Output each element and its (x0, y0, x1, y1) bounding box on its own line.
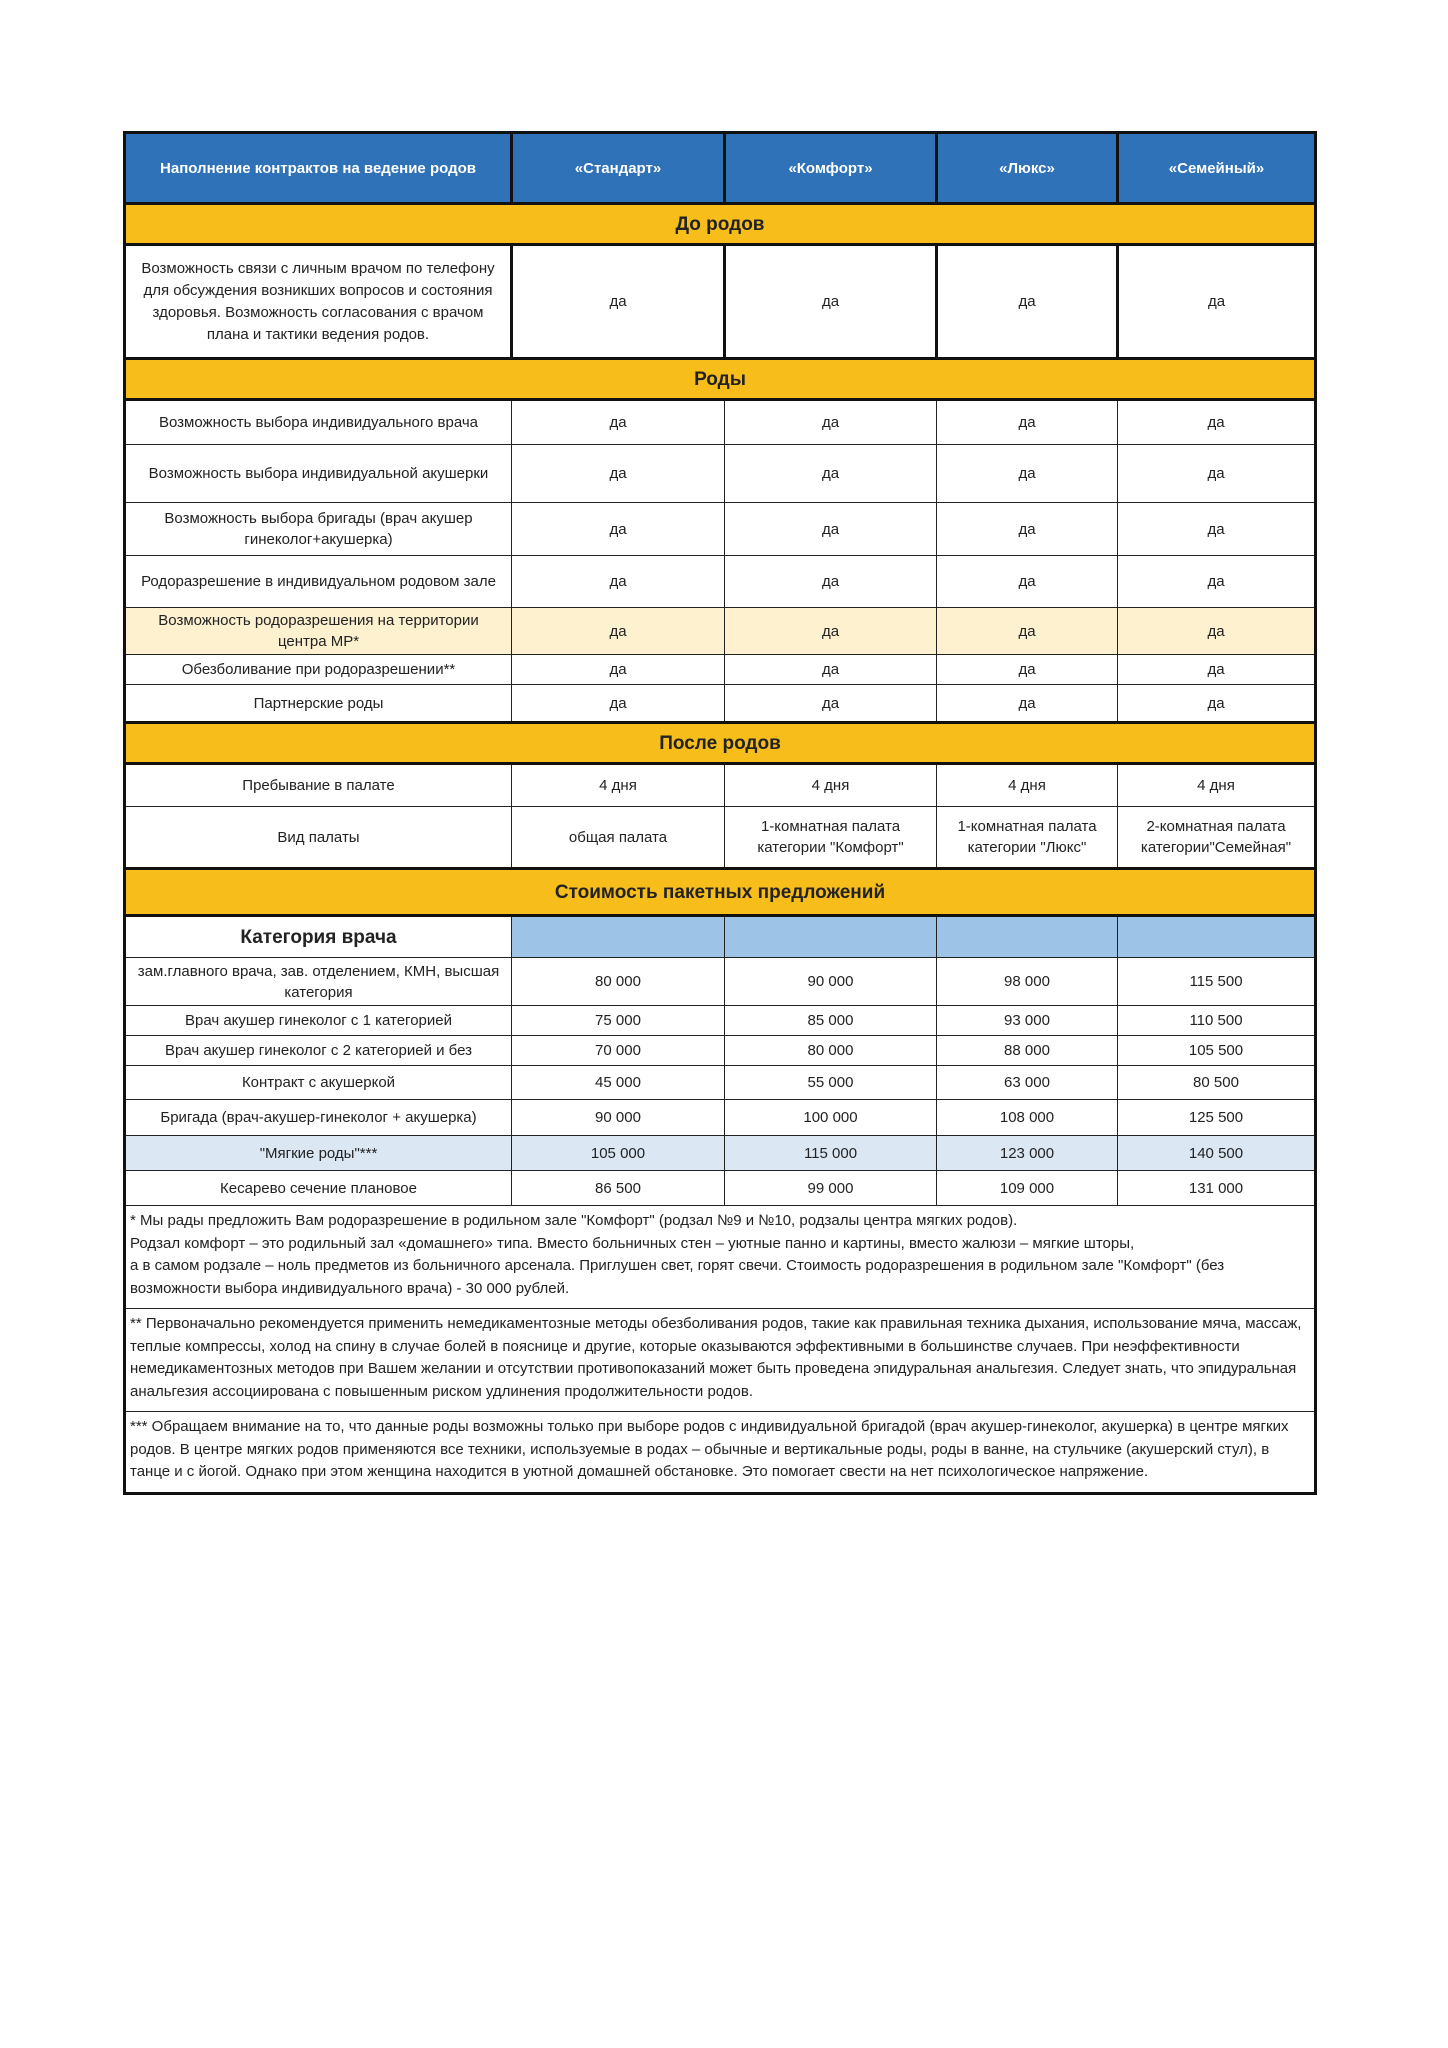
note-row (125, 1412, 1316, 1494)
cell-value: да (1118, 655, 1316, 685)
price-value: 55 000 (725, 1066, 937, 1100)
row-label: Врач акушер гинеколог с 1 категорией (125, 1006, 512, 1036)
cell-value: да (937, 685, 1118, 723)
cell-value: да (937, 503, 1118, 556)
price-value: 99 000 (725, 1171, 937, 1206)
cell-value: да (937, 608, 1118, 655)
row-label: Кесарево сечение плановое (125, 1171, 512, 1206)
cell-value: да (512, 445, 725, 503)
cell-value: да (512, 556, 725, 608)
cell-value: да (1118, 608, 1316, 655)
cell-value: да (725, 245, 937, 359)
price-value: 123 000 (937, 1136, 1118, 1171)
row-label: Возможность выбора бригады (врач акушер гинеколог+акушерка) (125, 503, 512, 556)
price-value: 105 000 (512, 1136, 725, 1171)
cell-value: да (937, 400, 1118, 445)
row-label: Возможность выбора индивидуальной акушерки (125, 445, 512, 503)
category-blue-cell (512, 916, 725, 958)
section-birth-title: Роды (125, 359, 1316, 400)
header-family: «Семейный» (1118, 133, 1316, 204)
table-row-highlighted (125, 608, 1316, 655)
header-comfort: «Комфорт» (725, 133, 937, 204)
section-row-pricing (125, 869, 1316, 916)
price-value: 108 000 (937, 1100, 1118, 1136)
section-row-birth (125, 359, 1316, 400)
price-row (125, 1066, 1316, 1100)
table-header-row (125, 133, 1316, 204)
cell-value: 4 дня (937, 764, 1118, 807)
price-row (125, 1036, 1316, 1066)
footnote-1 (125, 1206, 1316, 1309)
footnote-1-line: Родзал комфорт – это родильный зал «домашнего» типа. Вместо больничных стен – уютные панно и картины, вместо жалюзи – мягкие шторы, (130, 1234, 1135, 1252)
category-header-row (125, 916, 1316, 958)
price-value: 80 500 (1118, 1066, 1316, 1100)
price-value: 98 000 (937, 958, 1118, 1006)
cell-value: да (725, 503, 937, 556)
category-blue-cell (725, 916, 937, 958)
row-label: Партнерские роды (125, 685, 512, 723)
table-row (125, 764, 1316, 807)
row-label: Обезболивание при родоразрешении** (125, 655, 512, 685)
cell-value: 1-комнатная палата категории "Комфорт" (725, 807, 937, 869)
footnote-3 (125, 1412, 1316, 1494)
row-label: Возможность связи с личным врачом по телефону для обсуждения возникших вопросов и состояния здоровья. Возможность согласования с врачом плана и тактики ведения родов. (125, 245, 512, 359)
cell-value: да (937, 445, 1118, 503)
footnote-3-text: *** Обращаем внимание на то, что данные роды возможны только при выборе родов с индивидуальной бригадой (врач акушер-гинеколог, акушерка) в центре мягких родов. В центре мягких родов применяются все техники, используемые в родах – обычные и вертикальные роды, роды в ванне, на стульчике (акушерский стул), в танце и с йогой. Однако при этом женщина находится в уютной домашней обстановке. Это помогает свести на нет психологическое напряжение. (130, 1418, 1289, 1480)
footnote-2 (125, 1309, 1316, 1412)
row-label: Вид палаты (125, 807, 512, 869)
price-row-highlighted (125, 1136, 1316, 1171)
cell-value: да (512, 400, 725, 445)
cell-value: да (512, 503, 725, 556)
cell-value: да (512, 655, 725, 685)
cell-value: да (725, 608, 937, 655)
footnote-1-line: * Мы рады предложить Вам родоразрешение в родильном зале "Комфорт" (родзал №9 и №10, родзалы центра мягких родов). (130, 1212, 1018, 1229)
price-value: 140 500 (1118, 1136, 1316, 1171)
cell-value: да (725, 445, 937, 503)
category-label: Категория врача (125, 916, 512, 958)
price-value: 80 000 (725, 1036, 937, 1066)
cell-value: да (937, 655, 1118, 685)
price-value: 115 500 (1118, 958, 1316, 1006)
table-row (125, 245, 1316, 359)
cell-value: да (512, 608, 725, 655)
row-label: Пребывание в палате (125, 764, 512, 807)
price-row (125, 958, 1316, 1006)
cell-value: да (937, 556, 1118, 608)
price-value: 125 500 (1118, 1100, 1316, 1136)
category-blue-cell (937, 916, 1118, 958)
cell-value: да (1118, 503, 1316, 556)
cell-value: общая палата (512, 807, 725, 869)
table-row (125, 655, 1316, 685)
cell-value: да (1118, 556, 1316, 608)
category-blue-cell (1118, 916, 1316, 958)
note-row (125, 1309, 1316, 1412)
row-label: Контракт с акушеркой (125, 1066, 512, 1100)
price-value: 93 000 (937, 1006, 1118, 1036)
row-label: зам.главного врача, зав. отделением, КМН, высшая категория (125, 958, 512, 1006)
price-value: 105 500 (1118, 1036, 1316, 1066)
table-row (125, 503, 1316, 556)
row-label: Родоразрешение в индивидуальном родовом зале (125, 556, 512, 608)
cell-value: да (1118, 445, 1316, 503)
cell-value: да (1118, 400, 1316, 445)
price-value: 86 500 (512, 1171, 725, 1206)
price-value: 100 000 (725, 1100, 937, 1136)
section-before-title: До родов (125, 204, 1316, 245)
section-pricing-title: Стоимость пакетных предложений (125, 869, 1316, 916)
price-value: 80 000 (512, 958, 725, 1006)
contracts-table (123, 131, 1317, 1495)
cell-value: да (937, 245, 1118, 359)
price-row (125, 1100, 1316, 1136)
table-row (125, 556, 1316, 608)
cell-value: да (1118, 685, 1316, 723)
row-label: Бригада (врач-акушер-гинеколог + акушерка) (125, 1100, 512, 1136)
price-value: 115 000 (725, 1136, 937, 1171)
row-label: Возможность родоразрешения на территории центра МР* (125, 608, 512, 655)
price-value: 109 000 (937, 1171, 1118, 1206)
note-row (125, 1206, 1316, 1309)
price-row (125, 1006, 1316, 1036)
price-value: 131 000 (1118, 1171, 1316, 1206)
cell-value: 4 дня (725, 764, 937, 807)
table-row (125, 685, 1316, 723)
price-value: 110 500 (1118, 1006, 1316, 1036)
section-row-after (125, 723, 1316, 764)
row-label: Возможность выбора индивидуального врача (125, 400, 512, 445)
price-value: 85 000 (725, 1006, 937, 1036)
price-value: 90 000 (512, 1100, 725, 1136)
cell-value: да (1118, 245, 1316, 359)
row-label: Врач акушер гинеколог с 2 категорией и без (125, 1036, 512, 1066)
section-after-title: После родов (125, 723, 1316, 764)
cell-value: да (725, 685, 937, 723)
cell-value: 4 дня (512, 764, 725, 807)
cell-value: да (512, 685, 725, 723)
footnote-1-line: а в самом родзале – ноль предметов из больничного арсенала. Приглушен свет, горят свечи. Стоимость родоразрешения в родильном зале "Комфорт" (без возможности выбора индивидуального врача) - 30 000 рублей. (130, 1257, 1225, 1297)
price-value: 88 000 (937, 1036, 1118, 1066)
header-lux: «Люкс» (937, 133, 1118, 204)
price-value: 45 000 (512, 1066, 725, 1100)
header-standard: «Стандарт» (512, 133, 725, 204)
price-value: 63 000 (937, 1066, 1118, 1100)
footnote-2-text: ** Первоначально рекомендуется применить немедикаментозные методы обезболивания родов, такие как правильная техника дыхания, использование мяча, массаж, теплые компрессы, холод на спину в случае болей в пояснице и другие, которые оказываются эффективными в большинстве случаев. При неэффективности немедикаментозных методов при Вашем желании и отсутствии противопоказаний может быть проведена эпидуральная анальгезия. Следует знать, что эпидуральная анальгезия ассоциирована с повышенным риском удлинения продолжительности родов. (130, 1315, 1302, 1400)
table-row (125, 400, 1316, 445)
cell-value: да (725, 556, 937, 608)
cell-value: 2-комнатная палата категории"Семейная" (1118, 807, 1316, 869)
cell-value: да (725, 400, 937, 445)
cell-value: да (725, 655, 937, 685)
price-row (125, 1171, 1316, 1206)
price-value: 75 000 (512, 1006, 725, 1036)
cell-value: да (512, 245, 725, 359)
section-row-before (125, 204, 1316, 245)
table-row (125, 445, 1316, 503)
table-row (125, 807, 1316, 869)
row-label: "Мягкие роды"*** (125, 1136, 512, 1171)
cell-value: 1-комнатная палата категории "Люкс" (937, 807, 1118, 869)
price-value: 70 000 (512, 1036, 725, 1066)
cell-value: 4 дня (1118, 764, 1316, 807)
contracts-sheet (123, 131, 1314, 1495)
price-value: 90 000 (725, 958, 937, 1006)
header-contract-contents: Наполнение контрактов на ведение родов (125, 133, 512, 204)
